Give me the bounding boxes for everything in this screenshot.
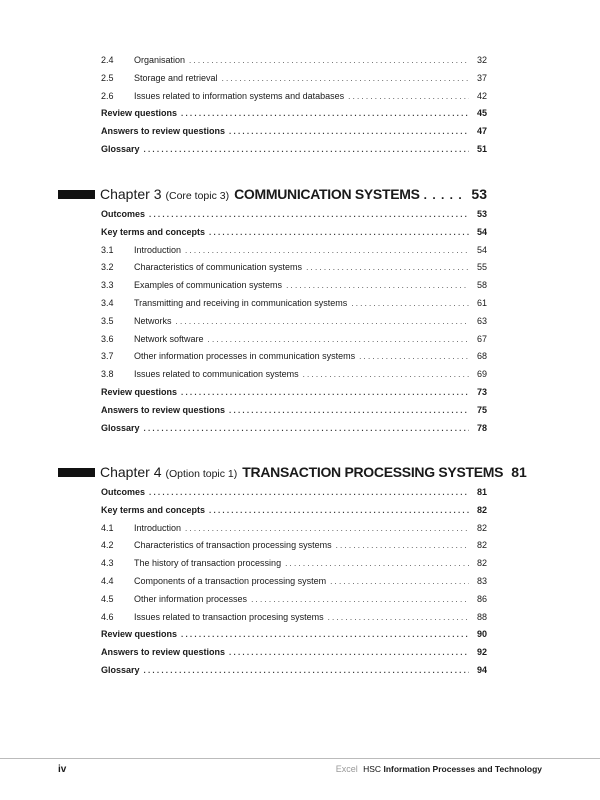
entry-number: 3.8 [101,369,114,380]
chapter-topic: (Core topic 3) [165,190,230,202]
dot-leader [330,573,469,591]
entry-page: 82 [476,522,487,533]
entry-title: Organisation [134,55,186,65]
entry-title: Review questions [101,629,178,640]
entry-page: 90 [476,629,487,640]
toc-entry [101,242,487,260]
entry-title: Review questions [101,386,178,397]
entry-page: 82 [476,504,487,515]
entry-title: Answers to review questions [101,126,226,137]
entry-title: Answers to review questions [101,647,226,658]
toc-entry [101,313,487,331]
entry-number: 2.5 [101,72,114,83]
entry-page: 73 [476,386,487,397]
entry-title: Glossary [101,664,140,675]
toc-entry-glossary [101,662,487,680]
entry-title: Network software [134,333,204,344]
entry-title: Introduction [134,244,182,255]
toc-entry-review [101,105,487,123]
entry-title: The history of transaction processing [134,558,282,569]
footer-brand: Excel [335,764,358,774]
entry-title: Key terms and concepts [101,504,206,515]
entry-page: 67 [476,333,487,344]
chapter-heading-4 [58,464,527,480]
toc-section-ch2 [101,52,487,159]
chapter-label: Chapter 4 [100,464,162,480]
chapter-marker-bar [58,468,95,477]
dot-leader [229,123,469,141]
chapter-topic: (Option topic 1) [165,468,238,480]
toc-entry-glossary [101,420,487,438]
toc-entry [101,295,487,313]
entry-page: 68 [476,351,487,362]
entry-number: 3.5 [101,315,114,326]
dot-leader [176,313,469,331]
dot-leader [328,609,469,627]
toc-entry-answers [101,644,487,662]
dot-leader [181,105,469,123]
entry-title: Review questions [101,108,178,119]
toc-entry [101,331,487,349]
entry-page: 86 [476,593,487,604]
entry-title: Other information processes [134,593,248,604]
entry-number: 3.7 [101,351,114,362]
dot-leader [229,644,469,662]
toc-entry [101,591,487,609]
entry-page: 53 [476,209,487,219]
dot-leader [424,188,468,202]
dot-leader [144,420,469,438]
dot-leader [149,484,469,502]
entry-page: 82 [476,558,487,569]
footer-book-title [336,764,542,774]
entry-page: 75 [476,404,487,415]
dot-leader [149,206,469,224]
toc-entry-outcomes [101,206,487,224]
toc-entry [101,537,487,555]
toc-entry [101,520,487,538]
entry-page: 42 [476,90,487,101]
dot-leader [144,141,469,159]
dot-leader [181,384,469,402]
dot-leader [359,348,469,366]
footer-book-name: Information Processes and Technology [383,764,542,774]
chapter-title: TRANSACTION PROCESSING SYSTEMS [242,464,504,480]
toc-entry [101,70,487,88]
entry-title: Transmitting and receiving in communication systems [134,297,348,308]
entry-number: 4.3 [101,558,114,569]
toc-section-ch3 [101,206,487,437]
dot-leader [351,295,469,313]
dot-leader [185,520,469,538]
toc-entry [101,277,487,295]
entry-page: 92 [476,647,487,658]
toc-entry [101,555,487,573]
toc-entry [101,348,487,366]
entry-title: Outcomes [101,209,146,219]
toc-entry [101,52,487,70]
chapter-title: COMMUNICATION SYSTEMS [234,186,420,202]
dot-leader [306,259,469,277]
entry-title: Characteristics of communication systems [134,262,303,273]
footer-book-prefix: HSC [363,764,382,774]
entry-title: Examples of communication systems [134,280,283,291]
toc-entry-glossary [101,141,487,159]
toc-entry [101,366,487,384]
toc-entry [101,88,487,106]
chapter-marker-bar [58,190,95,199]
toc-entry-key-terms [101,224,487,242]
dot-leader [185,242,469,260]
entry-number: 3.3 [101,280,114,291]
entry-title: Issues related to information systems and databases [134,90,345,101]
entry-page: 58 [476,280,487,291]
entry-page: 69 [476,369,487,380]
entry-number: 3.4 [101,297,114,308]
entry-page: 45 [476,108,487,119]
chapter-page: 53 [471,186,487,202]
entry-number: 4.4 [101,575,114,586]
entry-page: 88 [476,611,487,622]
entry-number: 3.1 [101,244,114,255]
entry-title: Other information processes in communication systems [134,351,356,362]
entry-page: 78 [476,422,487,433]
toc-entry-outcomes [101,484,487,502]
entry-title: Glossary [101,143,140,154]
entry-title: Characteristics of transaction processing systems [134,540,332,551]
entry-page: 47 [476,126,487,137]
entry-title: Outcomes [101,487,146,497]
dot-leader [181,626,469,644]
dot-leader [336,537,469,555]
toc-entry-key-terms [101,502,487,520]
entry-title: Issues related to transaction procesing systems [134,611,324,622]
entry-page: 94 [476,664,487,675]
entry-page: 32 [476,55,487,65]
dot-leader [229,402,469,420]
dot-leader [209,502,469,520]
entry-page: 55 [476,262,487,273]
dot-leader [208,331,469,349]
entry-page: 37 [476,72,487,83]
entry-number: 4.5 [101,593,114,604]
toc-entry [101,259,487,277]
toc-section-ch4 [101,484,487,680]
entry-number: 2.6 [101,90,114,101]
entry-page: 63 [476,315,487,326]
toc-entry [101,609,487,627]
dot-leader [303,366,469,384]
dot-leader [222,70,469,88]
entry-number: 3.6 [101,333,114,344]
entry-title: Answers to review questions [101,404,226,415]
entry-number: 3.2 [101,262,114,273]
entry-page: 83 [476,575,487,586]
entry-number: 2.4 [101,55,114,65]
entry-page: 54 [476,226,487,237]
entry-title: Networks [134,315,172,326]
dot-leader [348,88,469,106]
entry-page: 54 [476,244,487,255]
toc-entry [101,573,487,591]
entry-title: Key terms and concepts [101,226,206,237]
entry-title: Components of a transaction processing system [134,575,327,586]
entry-number: 4.2 [101,540,114,551]
dot-leader [209,224,469,242]
dot-leader [251,591,469,609]
entry-title: Issues related to communication systems [134,369,299,380]
toc-entry-answers [101,402,487,420]
dot-leader [285,555,469,573]
toc-entry-answers [101,123,487,141]
dot-leader [144,662,469,680]
chapter-heading-3 [58,186,487,202]
footer-page-number: iv [58,764,67,775]
entry-page: 81 [476,487,487,497]
dot-leader [286,277,469,295]
chapter-page: 81 [511,464,527,480]
toc-entry-review [101,626,487,644]
dot-leader [189,52,469,70]
footer-rule [0,758,600,759]
entry-number: 4.6 [101,611,114,622]
entry-title: Storage and retrieval [134,72,218,83]
entry-page: 61 [476,297,487,308]
entry-title: Glossary [101,422,140,433]
entry-page: 51 [476,143,487,154]
entry-number: 4.1 [101,522,114,533]
entry-page: 82 [476,540,487,551]
entry-title: Introduction [134,522,182,533]
chapter-label: Chapter 3 [100,186,162,202]
toc-entry-review [101,384,487,402]
